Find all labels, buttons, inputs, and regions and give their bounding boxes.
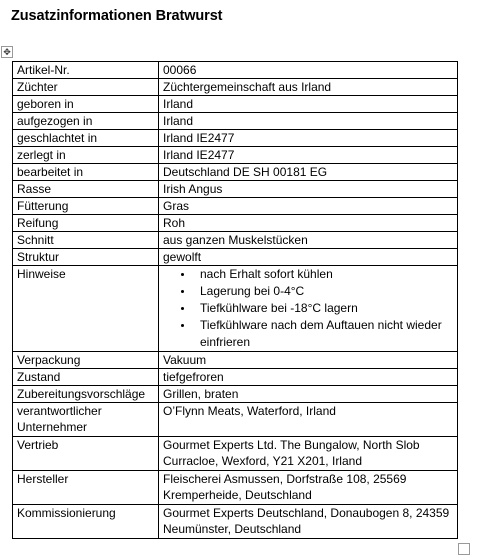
row-key: Zubereitungsvorschläge: [13, 386, 159, 403]
list-item: • Lagerung bei 0-4°C: [194, 283, 453, 300]
row-key: Züchter: [13, 79, 159, 96]
row-key: Rasse: [13, 181, 159, 198]
table-row: [13, 147, 458, 164]
list-item: • nach Erhalt sofort kühlen: [194, 266, 453, 283]
row-value: gewolft: [159, 249, 458, 266]
table-row-hinweise: [13, 266, 458, 352]
row-value: Vakuum: [159, 352, 458, 369]
row-key: geboren in: [13, 96, 159, 113]
row-value: Deutschland DE SH 00181 EG: [159, 164, 458, 181]
row-value: O’Flynn Meats, Waterford, Irland: [159, 403, 458, 437]
row-key: Struktur: [13, 249, 159, 266]
table-row: [13, 505, 458, 539]
table-row: [13, 62, 458, 79]
row-value: tiefgefroren: [159, 369, 458, 386]
row-key: Hersteller: [13, 471, 159, 505]
row-key: aufgezogen in: [13, 113, 159, 130]
row-key: Zustand: [13, 369, 159, 386]
table-row: [13, 232, 458, 249]
table-row: [13, 249, 458, 266]
row-key: verantwortlicher Unternehmer: [13, 403, 159, 437]
table-row: [13, 164, 458, 181]
table-row: [13, 130, 458, 147]
row-value: Fleischerei Asmussen, Dorfstraße 108, 25569 Kremperheide, Deutschland: [159, 471, 458, 505]
row-key: Kommissionierung: [13, 505, 159, 539]
table-row: [13, 386, 458, 403]
table-row: [13, 403, 458, 437]
table-move-handle-icon[interactable]: ✥: [1, 46, 13, 58]
table-row: [13, 471, 458, 505]
row-value: Irish Angus: [159, 181, 458, 198]
row-value: Grillen, braten: [159, 386, 458, 403]
document-title: Zusatzinformationen Bratwurst: [11, 8, 223, 24]
table-resize-handle-icon[interactable]: [458, 543, 470, 555]
row-key: Artikel-Nr.: [13, 62, 159, 79]
table-row: [13, 215, 458, 232]
row-key: geschlachtet in: [13, 130, 159, 147]
list-item: • Tiefkühlware nach dem Auftauen nicht wieder einfrieren: [194, 317, 453, 351]
row-value: 00066: [159, 62, 458, 79]
row-value: Irland: [159, 96, 458, 113]
row-key: Fütterung: [13, 198, 159, 215]
row-key: Verpackung: [13, 352, 159, 369]
row-value-bullets: [159, 266, 458, 352]
row-value: Irland IE2477: [159, 130, 458, 147]
row-key: Hinweise: [13, 266, 159, 352]
row-value: Gourmet Experts Ltd. The Bungalow, North Slob Curracloe, Wexford, Y21 X201, Irland: [159, 437, 458, 471]
table-row: [13, 181, 458, 198]
table-row: [13, 96, 458, 113]
table-row: [13, 369, 458, 386]
table-row: [13, 437, 458, 471]
row-key: Schnitt: [13, 232, 159, 249]
row-value: Gras: [159, 198, 458, 215]
table-row: [13, 352, 458, 369]
table-row: [13, 113, 458, 130]
row-key: Vertrieb: [13, 437, 159, 471]
row-value: Roh: [159, 215, 458, 232]
row-value: Irland IE2477: [159, 147, 458, 164]
info-table: [12, 61, 458, 539]
table-row: [13, 79, 458, 96]
row-value: Gourmet Experts Deutschland, Donaubogen 8, 24359 Neumünster, Deutschland: [159, 505, 458, 539]
table-row: [13, 198, 458, 215]
row-value: Züchtergemeinschaft aus Irland: [159, 79, 458, 96]
list-item: • Tiefkühlware bei -18°C lagern: [194, 300, 453, 317]
hinweise-list: [163, 266, 453, 351]
row-key: bearbeitet in: [13, 164, 159, 181]
row-value: Irland: [159, 113, 458, 130]
row-key: zerlegt in: [13, 147, 159, 164]
row-key: Reifung: [13, 215, 159, 232]
row-value: aus ganzen Muskelstücken: [159, 232, 458, 249]
